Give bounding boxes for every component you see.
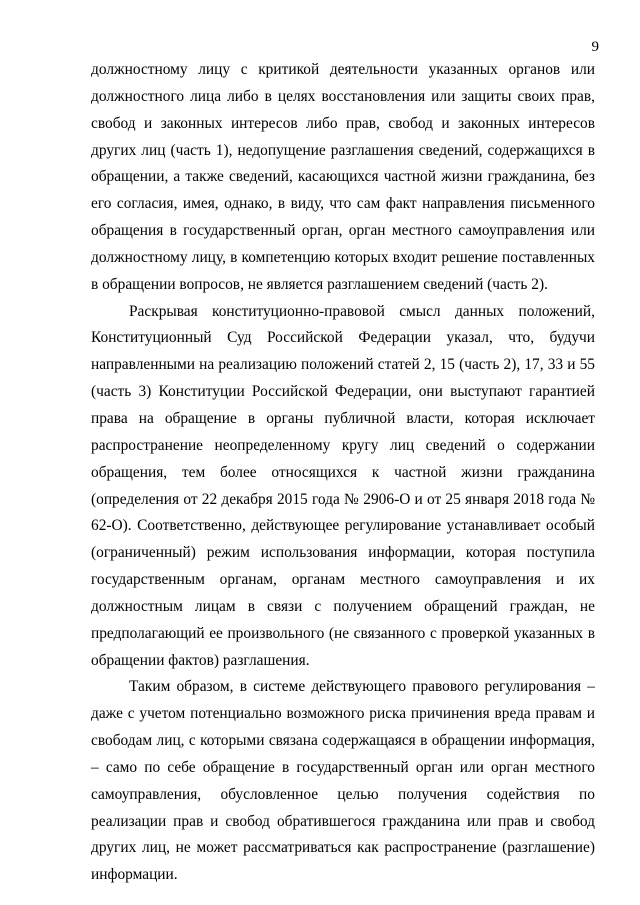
paragraph-continuation: должностному лицу с критикой деятельности указанных органов или должностного лица либо в целях восстановления или защиты своих прав, свобод и законных интересов либо прав, свобод и законных интересов других лиц (часть 1), недопущение разглашения сведений, содержащихся в обращении, а также сведений, касающихся частной жизни гражданина, без его согласия, имея, однако, в виду, что сам факт направления письменного обращения в государственный орган, орган местного самоуправления или должностному лицу, в компетенцию которых входит решение поставленных в обращении вопросов, не является разглашением сведений (часть 2). bbox=[91, 61, 595, 293]
paragraph-constitutional-meaning: Раскрывая конституционно-правовой смысл данных положений, Конституционный Суд Российской Федерации указал, что, будучи направленными на реализацию положений статей 2, 15 (часть 2), 17, 33 и 55 (часть 3) Конституции Российской Федерации, они выступают гарантией права на обращение в органы публичной власти, которая исключает распространение неопределенному кругу лиц сведений о содержании обращения, тем более относящихся к частной жизни гражданина (определения от 22 декабря 2015 года № 2906-О и от 25 января 2018 года № 62-О). Соответственно, действующее регулирование устанавливает особый (ограниченный) режим использования информации, которая поступила государственным органам, органам местного самоуправления и их должностным лицам в связи с получением обращений граждан, не предполагающий ее произвольного (не связанного с проверкой указанных в обращении фактов) разглашения. bbox=[91, 302, 595, 669]
document-body bbox=[91, 57, 595, 889]
page-number: 9 bbox=[591, 39, 599, 55]
paragraph-conclusion: Таким образом, в системе действующего правового регулирования – даже с учетом потенциально возможного риска причинения вреда правам и свободам лиц, с которыми связана содержащаяся в обращении информация, – само по себе обращение в государственный орган или орган местного самоуправления, обусловленное целью получения содействия по реализации прав и свобод обратившегося гражданина или прав и свобод других лиц, не может рассматриваться как распространение (разглашение) информации. bbox=[91, 678, 595, 884]
